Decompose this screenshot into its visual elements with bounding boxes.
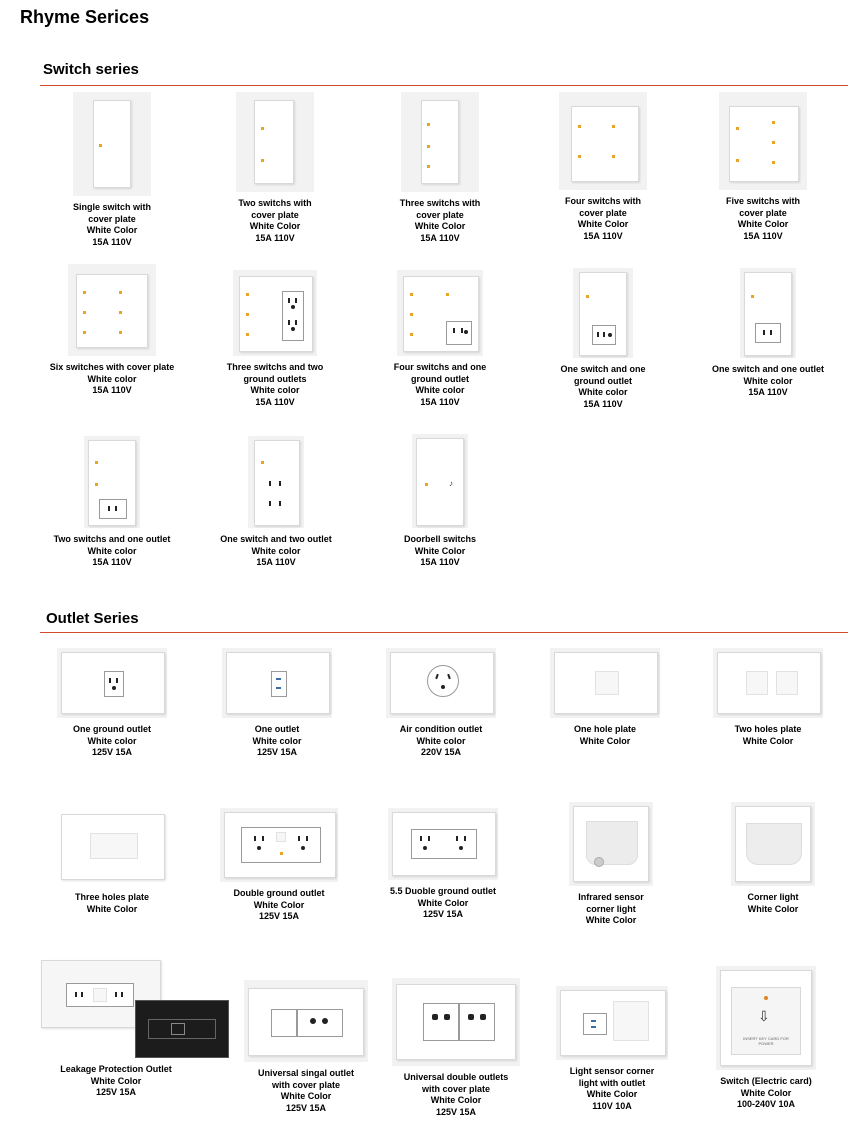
product-caption: Three switchs with cover plate White Color 15A 110V xyxy=(399,198,481,243)
product-caption: Double ground outlet White Color 125V 15A xyxy=(233,888,325,921)
product-image-double-ground-outlet-5-5 xyxy=(388,808,498,880)
product-caption: Corner light White Color xyxy=(747,892,799,914)
product-caption: Light sensor corner light with outlet White Color 110V 10A xyxy=(569,1066,655,1111)
outlet-series-heading: Outlet Series xyxy=(46,610,139,627)
product-image-one-hole-plate xyxy=(550,648,660,718)
product-card-corner-light[interactable] xyxy=(698,802,848,915)
product-caption: One ground outlet White color 125V 15A xyxy=(73,724,151,757)
product-image-five-switches xyxy=(719,92,807,190)
product-card-one-switch-one-ground-outlet[interactable] xyxy=(528,268,678,410)
product-caption: Six switches with cover plate White color 15A 110V xyxy=(49,362,175,395)
product-image-light-sensor-corner-light-outlet xyxy=(556,986,668,1060)
product-caption: Universal singal outlet with cover plate White Color 125V 15A xyxy=(257,1068,355,1113)
product-card-one-switch-two-outlets[interactable] xyxy=(201,436,351,569)
product-image-six-switches xyxy=(68,264,156,356)
product-image-one-ground-outlet xyxy=(57,648,167,718)
product-image-leakage-protection-outlet xyxy=(41,958,229,1058)
product-caption: Air condition outlet White color 220V 15A xyxy=(399,724,483,757)
product-caption: One switch and one outlet White color 15A 110V xyxy=(711,364,824,397)
product-image-one-switch-two-outlets xyxy=(248,436,304,528)
card-slot-text: INSERT KEY CARD FOR POWER xyxy=(743,1036,789,1046)
product-card-one-ground-outlet[interactable] xyxy=(37,648,187,759)
product-image-universal-double-outlets xyxy=(392,978,520,1066)
product-card-universal-double-outlets[interactable] xyxy=(381,978,531,1118)
product-card-single-switch[interactable] xyxy=(37,92,187,248)
product-image-one-switch-one-outlet xyxy=(740,268,796,358)
product-caption: One hole plate White Color xyxy=(573,724,636,746)
product-caption: Switch (Electric card) White Color 100-240V 10A xyxy=(720,1076,812,1109)
product-card-two-holes-plate[interactable] xyxy=(693,648,843,747)
product-caption: Leakage Protection Outlet White Color 125V 15A xyxy=(60,1064,172,1097)
product-caption: One outlet White color 125V 15A xyxy=(252,724,302,757)
product-image-four-switches xyxy=(559,92,647,190)
product-caption: Single switch with cover plate White Color 15A 110V xyxy=(72,202,151,247)
product-caption: 5.5 Duoble ground outlet White Color 125V 15A xyxy=(390,886,496,919)
product-caption: Five switchs with cover plate White Color 15A 110V xyxy=(725,196,801,241)
switch-series-heading: Switch series xyxy=(43,61,139,78)
product-image-universal-single-outlet xyxy=(244,980,368,1062)
product-card-leakage-protection-outlet[interactable] xyxy=(41,958,191,1099)
product-card-four-switches-one-ground-outlet[interactable] xyxy=(365,270,515,408)
product-image-double-ground-outlet xyxy=(220,808,338,882)
product-card-two-switches[interactable] xyxy=(200,92,350,244)
product-image-two-switches-one-outlet xyxy=(84,436,140,528)
product-caption: Four switchs and one ground outlet White color 15A 110V xyxy=(393,362,487,407)
product-card-electric-card-switch[interactable] xyxy=(691,966,841,1111)
product-caption: Two switchs with cover plate White Color 15A 110V xyxy=(238,198,312,243)
product-image-infrared-sensor-corner-light xyxy=(569,802,653,886)
product-card-light-sensor-corner-light-outlet[interactable] xyxy=(537,986,687,1112)
product-image-three-holes-plate xyxy=(57,808,167,886)
product-image-corner-light xyxy=(731,802,815,886)
switch-series-divider xyxy=(40,85,848,86)
product-caption: Two holes plate White Color xyxy=(734,724,802,746)
product-image-electric-card-switch: ⇩ INSERT KEY CARD FOR POWER xyxy=(716,966,816,1070)
product-image-air-condition-outlet xyxy=(386,648,496,718)
product-caption: Four switchs with cover plate White Color 15A 110V xyxy=(564,196,641,241)
product-image-two-switches xyxy=(236,92,314,192)
product-image-one-outlet xyxy=(222,648,332,718)
product-image-four-switches-one-ground-outlet xyxy=(397,270,483,356)
product-image-single-switch xyxy=(73,92,151,196)
product-caption: Three holes plate White Color xyxy=(74,892,150,914)
page-title: Rhyme Serices xyxy=(20,7,150,27)
product-card-four-switches[interactable] xyxy=(528,92,678,242)
product-card-three-holes-plate[interactable] xyxy=(37,808,187,915)
product-card-three-switches-two-ground-outlets[interactable] xyxy=(200,270,350,408)
product-card-six-switches[interactable] xyxy=(37,264,187,397)
product-caption: Three switchs and two ground outlets White color 15A 110V xyxy=(226,362,324,407)
product-image-three-switches xyxy=(401,92,479,192)
product-card-three-switches[interactable] xyxy=(365,92,515,244)
product-card-infrared-sensor-corner-light[interactable] xyxy=(536,802,686,927)
product-caption: One switch and two outlet White color 15A 110V xyxy=(220,534,332,567)
product-card-one-outlet[interactable] xyxy=(202,648,352,759)
product-card-double-ground-outlet[interactable] xyxy=(204,808,354,923)
outlet-series-divider xyxy=(40,632,848,633)
product-card-five-switches[interactable] xyxy=(688,92,838,242)
product-card-double-ground-outlet-5-5[interactable] xyxy=(368,808,518,921)
product-card-one-switch-one-outlet[interactable] xyxy=(693,268,843,399)
product-image-two-holes-plate xyxy=(713,648,823,718)
product-card-doorbell-switch[interactable] xyxy=(365,434,515,569)
product-image-doorbell-switch: ♪ xyxy=(412,434,468,528)
product-caption: One switch and one ground outlet White color 15A 110V xyxy=(560,364,646,409)
product-card-one-hole-plate[interactable] xyxy=(530,648,680,747)
product-caption: Doorbell switchs White Color 15A 110V xyxy=(403,534,476,567)
product-card-two-switches-one-outlet[interactable] xyxy=(37,436,187,569)
product-caption: Universal double outlets with cover plate White Color 125V 15A xyxy=(403,1072,509,1117)
product-card-universal-single-outlet[interactable] xyxy=(231,980,381,1114)
product-image-three-switches-two-ground-outlets xyxy=(233,270,317,356)
product-caption: Two switchs and one outlet White color 15A 110V xyxy=(53,534,171,567)
product-card-air-condition-outlet[interactable] xyxy=(366,648,516,759)
product-image-one-switch-one-ground-outlet xyxy=(573,268,633,358)
product-caption: Infrared sensor corner light White Color xyxy=(578,892,644,925)
